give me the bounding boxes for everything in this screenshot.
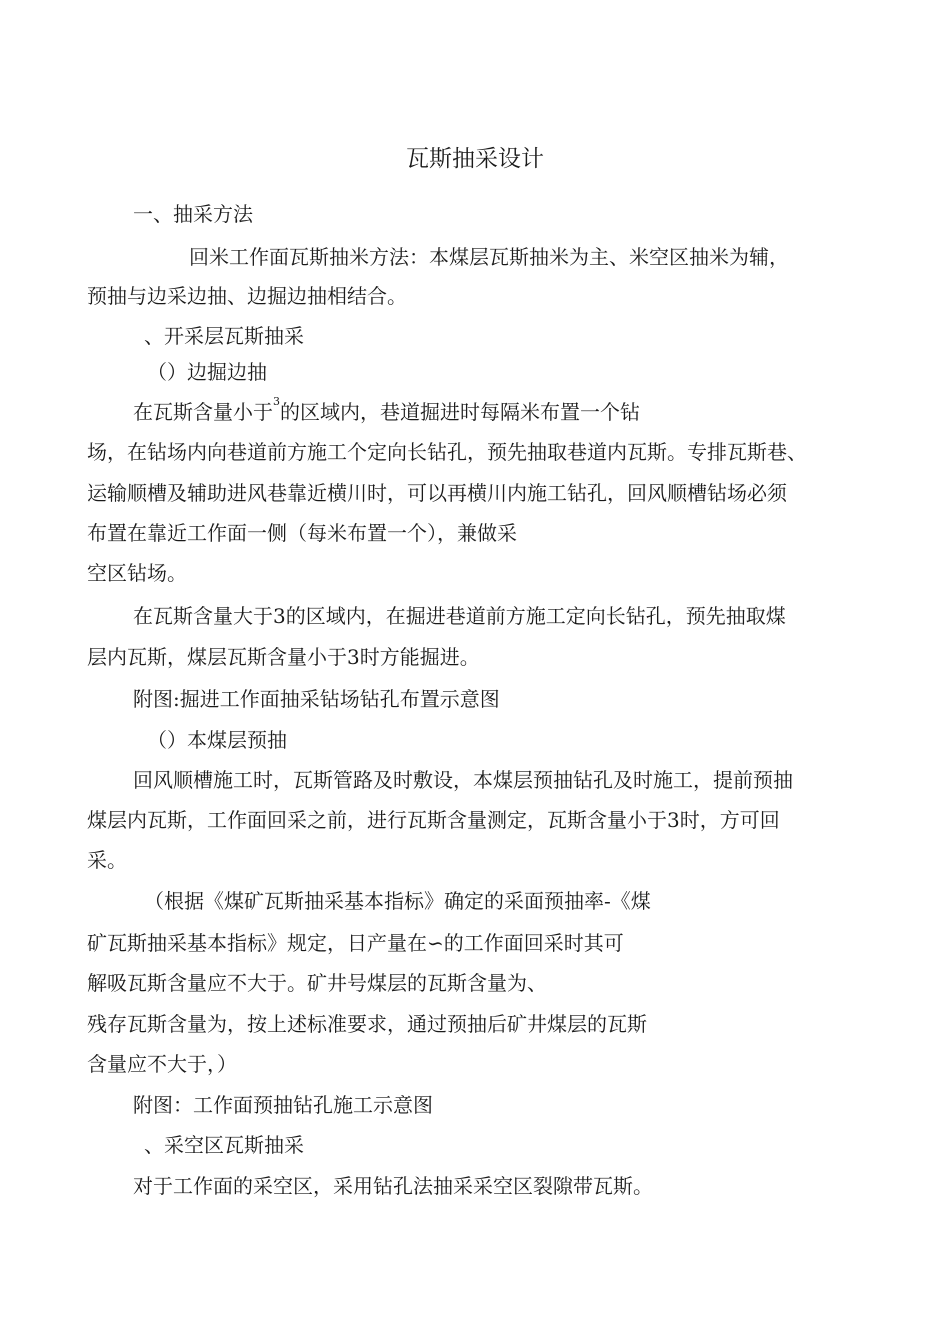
paragraph-line <box>133 397 640 427</box>
section-heading-1: 一、抽采方法 <box>133 202 253 226</box>
paragraph-line: 回米工作面瓦斯抽米方法：本煤层瓦斯抽米为主、米空区抽米为辅， <box>189 245 789 269</box>
paragraph-line: 对于工作面的采空区，采用钻孔法抽采采空区裂隙带瓦斯。 <box>133 1174 653 1198</box>
paragraph-line: 空区钻场。 <box>87 561 187 585</box>
paragraph-line: 矿瓦斯抽采基本指标》规定，日产量在∽的工作面回采时其可 <box>87 931 624 955</box>
superscript: 3 <box>273 395 280 408</box>
section-heading-3: 、采空区瓦斯抽采 <box>144 1133 304 1157</box>
subsection-heading: （）边掘边抽 <box>147 360 267 384</box>
paragraph-line: 预抽与边采边抽、边掘边抽相结合。 <box>87 284 407 308</box>
paragraph-line: 含量应不大于，） <box>87 1052 237 1076</box>
text-span: 在瓦斯含量小于 <box>133 400 273 424</box>
paragraph-line: 回风顺槽施工时，瓦斯管路及时敷设，本煤层预抽钻孔及时施工，提前预抽 <box>133 768 793 792</box>
text-span: 的区域内，巷道掘进时每隔米布置一个钻 <box>280 400 640 424</box>
paragraph-line: 布置在靠近工作面一侧（每米布置一个），兼做采 <box>87 521 517 545</box>
subsection-heading: （）本煤层预抽 <box>147 728 287 752</box>
paragraph-line: 运输顺槽及辅助进风巷靠近横川时，可以再横川内施工钻孔，回风顺槽钻场必须 <box>87 481 787 505</box>
paragraph-line: 解吸瓦斯含量应不大于。矿井号煤层的瓦斯含量为、 <box>87 971 547 995</box>
paragraph-line: 煤层内瓦斯，工作面回采之前，进行瓦斯含量测定，瓦斯含量小于3时，方可回 <box>87 808 780 832</box>
paragraph-line: 残存瓦斯含量为，按上述标准要求，通过预抽后矿井煤层的瓦斯 <box>87 1012 647 1036</box>
figure-caption: 附图:掘进工作面抽采钻场钻孔布置示意图 <box>133 687 500 711</box>
paragraph-line: 在瓦斯含量大于3的区域内，在掘进巷道前方施工定向长钻孔，预先抽取煤 <box>133 604 786 628</box>
document-title: 瓦斯抽采设计 <box>406 146 544 172</box>
paragraph-line: 层内瓦斯，煤层瓦斯含量小于3时方能掘进。 <box>87 645 480 669</box>
figure-caption: 附图：工作面预抽钻孔施工示意图 <box>133 1093 433 1117</box>
paragraph-line: 场，在钻场内向巷道前方施工个定向长钻孔，预先抽取巷道内瓦斯。专排瓦斯巷、 <box>87 440 807 464</box>
paragraph-line: （根据《煤矿瓦斯抽采基本指标》确定的采面预抽率-《煤 <box>144 889 651 913</box>
section-heading-2: 、开采层瓦斯抽采 <box>144 324 304 348</box>
paragraph-line: 采。 <box>87 848 127 872</box>
